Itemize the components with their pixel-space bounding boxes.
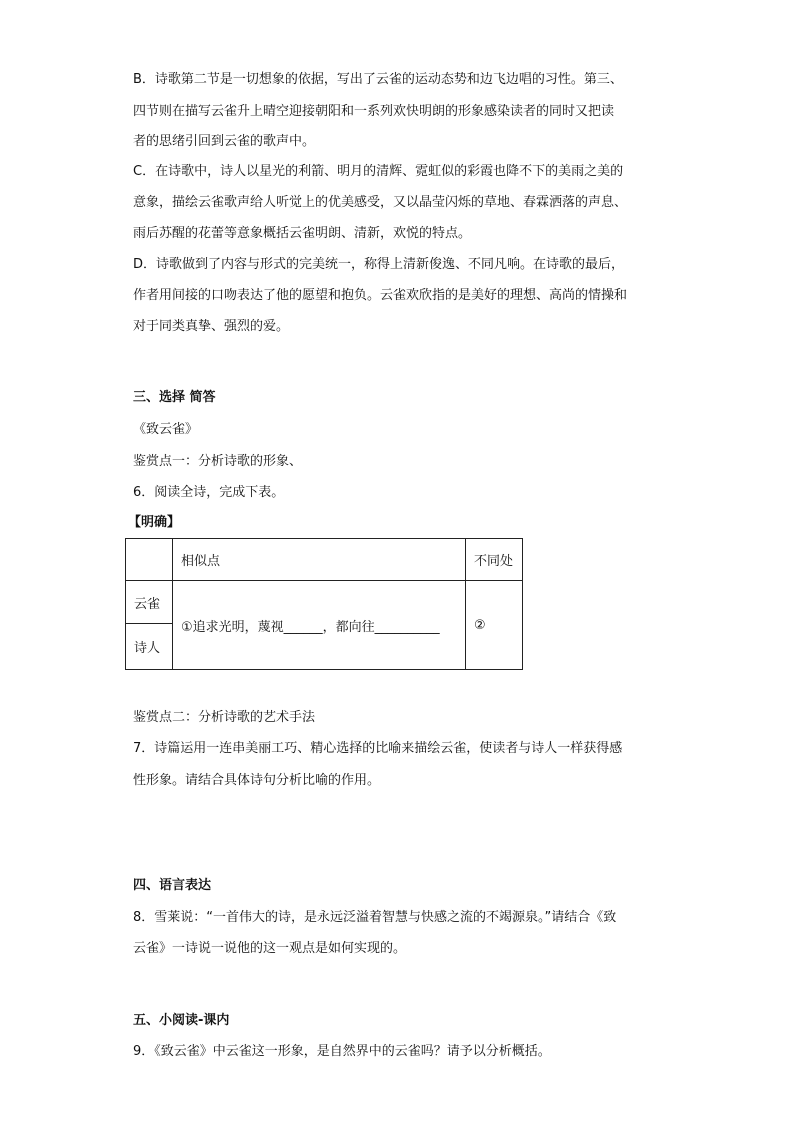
different-cell: ② <box>466 581 523 670</box>
question-6: 6．阅读全诗，完成下表。 <box>133 485 285 500</box>
section-5-heading: 五、小阅读-课内 <box>133 1013 230 1028</box>
option-b-line-1: B．诗歌第二节是一切想象的依据，写出了云雀的运动态势和边飞边唱的习性。第三、 <box>133 72 623 87</box>
question-8-line-2: 云雀》一诗说一说他的这一观点是如何实现的。 <box>133 941 407 956</box>
option-c-line-1: C．在诗歌中，诗人以星光的利箭、明月的清辉、霓虹似的彩霞也降不下的美雨之美的 <box>133 164 624 179</box>
option-b-line-2: 四节则在描写云雀升上晴空迎接朝阳和一系列欢快明朗的形象感染读者的同时又把读 <box>133 104 615 119</box>
appreciation-point-2: 鉴赏点二：分析诗歌的艺术手法 <box>133 710 316 725</box>
comparison-table <box>125 538 523 670</box>
table-header-row <box>126 539 523 581</box>
row-label-lark: 云雀 <box>126 581 173 624</box>
question-8-line-1: 8．雪莱说：“一首伟大的诗，是永远泛溢着智慧与快感之流的不竭源泉。”请结合《致 <box>133 910 617 925</box>
option-b-line-3: 者的思绪引回到云雀的歌声中。 <box>133 134 316 149</box>
poem-title: 《致云雀》 <box>133 422 199 437</box>
option-c-line-3: 雨后苏醒的花蕾等意象概括云雀明朗、清新，欢悦的特点。 <box>133 226 472 241</box>
header-similar: 相似点 <box>173 539 466 581</box>
question-7-line-1: 7．诗篇运用一连串美丽工巧、精心选择的比喻来描绘云雀，使读者与诗人一样获得感 <box>133 741 623 756</box>
table-corner-cell <box>126 539 173 581</box>
similar-cell: ①追求光明，蔑视______，都向往__________ <box>173 581 466 670</box>
table-row-lark <box>126 581 523 624</box>
question-7-line-2: 性形象。请结合具体诗句分析比喻的作用。 <box>133 773 381 788</box>
option-d-line-1: D．诗歌做到了内容与形式的完美统一，称得上清新俊逸、不同凡响。在诗歌的最后， <box>133 257 625 272</box>
header-different: 不同处 <box>466 539 523 581</box>
option-d-line-2: 作者用间接的口吻表达了他的愿望和抱负。云雀欢欣指的是美好的理想、高尚的情操和 <box>133 288 628 303</box>
option-c-line-2: 意象，描绘云雀歌声给人听觉上的优美感受，又以晶莹闪烁的草地、春霖洒落的声息、 <box>133 195 628 210</box>
answer-label: 【明确】 <box>128 515 181 530</box>
appreciation-point-1: 鉴赏点一：分析诗歌的形象、 <box>133 454 303 469</box>
section-3-heading: 三、选择 简答 <box>133 390 216 405</box>
row-label-poet: 诗人 <box>126 624 173 670</box>
option-d-line-3: 对于同类真挚、强烈的爱。 <box>133 319 290 334</box>
question-9: 9．《致云雀》中云雀这一形象，是自然界中的云雀吗？请予以分析概括。 <box>133 1044 551 1059</box>
section-4-heading: 四、语言表达 <box>133 878 212 893</box>
